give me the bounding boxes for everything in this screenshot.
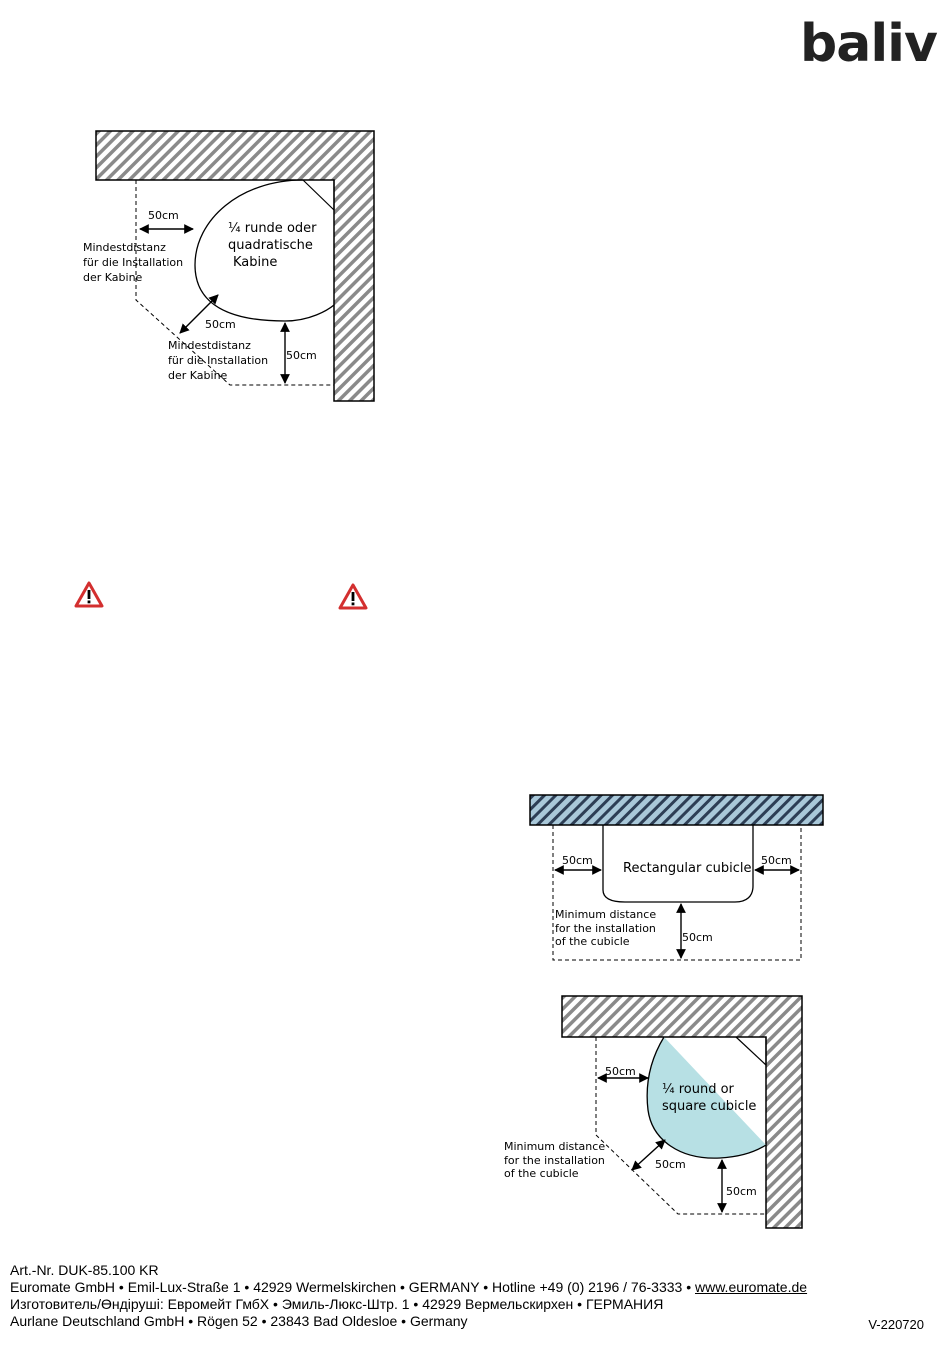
warning-triangle-icon	[338, 583, 368, 610]
min-label-1: Minimum distance	[555, 908, 657, 921]
min-left-label-1: Mindestdistanz	[83, 241, 166, 254]
article-number: Art.-Nr. DUK-85.100 KR	[10, 1262, 159, 1278]
footer-address-importer: Aurlane Deutschland GmbH • Rögen 52 • 23843 Bad Oldesloe • Germany	[10, 1313, 468, 1329]
dist-diag-label: 50cm	[655, 1158, 686, 1171]
rectangular-cubicle-diagram	[525, 790, 830, 968]
cubicle-fill	[647, 1037, 766, 1158]
min-bot-label-2: für die Installation	[168, 354, 269, 367]
min-left-label-3: der Kabine	[83, 271, 143, 284]
min-label-2: for the installation	[555, 922, 656, 935]
min-bot-label-1: Mindestdistanz	[168, 339, 251, 352]
min-label-1: Minimum distance	[504, 1140, 606, 1153]
dist-right-label: 50cm	[761, 854, 792, 867]
dist-diag-label: 50cm	[205, 318, 236, 331]
cabin-label-2: quadratische	[228, 238, 313, 253]
dist-left-label: 50cm	[562, 854, 593, 867]
corner-cabin-diagram-de	[80, 125, 390, 410]
cubicle-label: Rectangular cubicle	[623, 861, 752, 876]
cubicle-label-2: square cubicle	[662, 1099, 757, 1114]
footer-address-de	[10, 1279, 807, 1296]
cubicle-label-1: ¼ round or	[662, 1082, 734, 1097]
dist-left-label: 50cm	[605, 1065, 636, 1078]
footer-address-ru: Изготовитель/Өндіруші: Евромейт ГмбХ • Эмиль-Люкс-Штр. 1 • 42929 Вермельскирхен • ГЕРМАНИЯ	[10, 1296, 664, 1312]
brand-logo: baliv	[800, 14, 937, 74]
min-label-3: of the cubicle	[504, 1167, 579, 1180]
min-label-2: for the installation	[504, 1154, 605, 1167]
dist-bottom-label: 50cm	[726, 1185, 757, 1198]
website-link[interactable]: www.euromate.de	[695, 1279, 808, 1295]
cabin-label-3: Kabine	[233, 255, 278, 270]
min-bot-label-3: der Kabine	[168, 369, 228, 382]
dist-bottom-label: 50cm	[682, 931, 713, 944]
min-left-label-2: für die Installation	[83, 256, 184, 269]
dist-left-label: 50cm	[148, 209, 179, 222]
version-label: V-220720	[868, 1317, 924, 1332]
dist-bottom-label: 50cm	[286, 349, 317, 362]
corner-cubicle-diagram-en	[500, 990, 810, 1230]
footer-address-text: Euromate GmbH • Emil-Lux-Straße 1 • 42929 Wermelskirchen • GERMANY • Hotline +49 (0) 2196 / 76-3333 •	[10, 1279, 695, 1295]
warning-triangle-icon	[74, 581, 104, 608]
cabin-label-1: ¼ runde oder	[228, 221, 317, 236]
min-label-3: of the cubicle	[555, 935, 630, 948]
wall-hatched-blue	[530, 795, 823, 825]
